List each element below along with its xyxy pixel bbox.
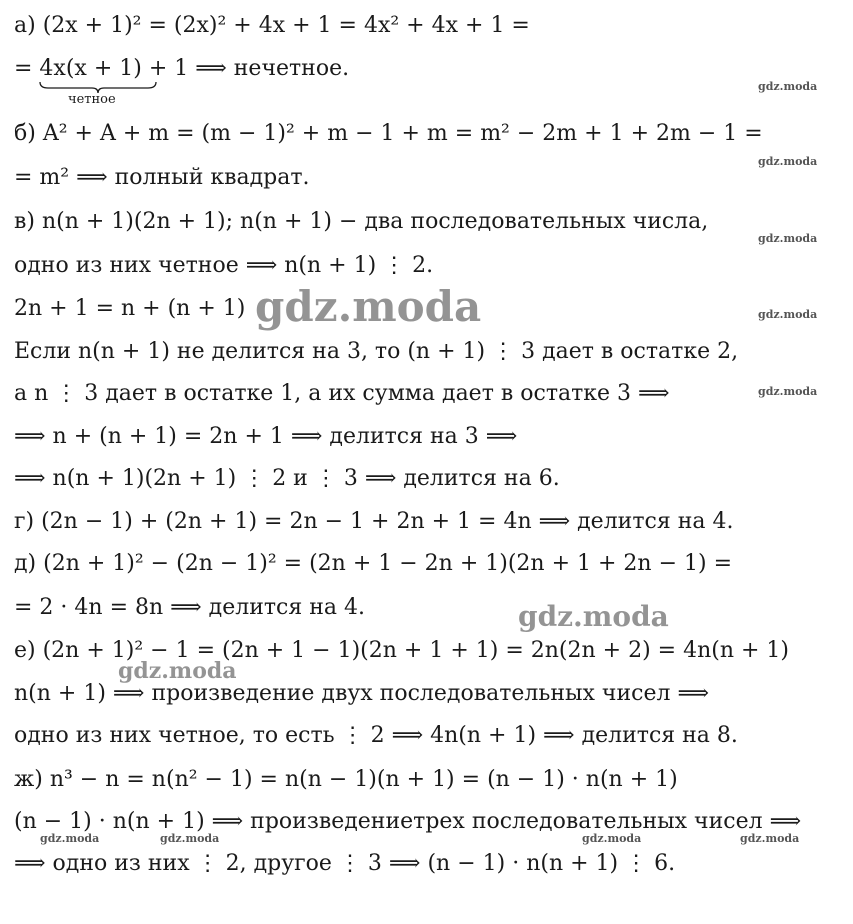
line-v3: 2n + 1 = n + (n + 1) xyxy=(14,296,246,321)
watermark: gdz.moda xyxy=(160,832,220,845)
watermark: gdz.moda xyxy=(758,308,818,321)
watermark-medium: gdz.moda xyxy=(118,658,237,684)
line-e1: е) (2n + 1)² − 1 = (2n + 1 − 1)(2n + 1 + 1) = 2n(2n + 2) = 4n(n + 1) xyxy=(14,638,790,663)
underbrace-label: четное xyxy=(68,92,116,107)
watermark: gdz.moda xyxy=(582,832,642,845)
line-g1: г) (2n − 1) + (2n + 1) = 2n − 1 + 2n + 1 = 4n ⟹ делится на 4. xyxy=(14,509,734,534)
line-zh3: ⟹ одно из них ⋮ 2, другое ⋮ 3 ⟹ (n − 1) · n(n + 1) ⋮ 6. xyxy=(14,851,676,876)
line-e2: n(n + 1) ⟹ произведение двух последовательных чисел ⟹ xyxy=(14,681,709,706)
line-v4: Если n(n + 1) не делится на 3, то (n + 1) ⋮ 3 дает в остатке 2, xyxy=(14,339,739,364)
watermark-medium: gdz.moda xyxy=(518,600,669,633)
line-zh2: (n − 1) · n(n + 1) ⟹ произведениетрех последовательных чисел ⟹ xyxy=(14,809,802,834)
line-v6: ⟹ n + (n + 1) = 2n + 1 ⟹ делится на 3 ⟹ xyxy=(14,424,518,449)
watermark: gdz.moda xyxy=(758,385,818,398)
line-v7: ⟹ n(n + 1)(2n + 1) ⋮ 2 и ⋮ 3 ⟹ делится на 6. xyxy=(14,466,560,491)
line-v2: одно из них четное ⟹ n(n + 1) ⋮ 2. xyxy=(14,253,434,278)
line-d1: д) (2n + 1)² − (2n − 1)² = (2n + 1 − 2n + 1)(2n + 1 + 2n − 1) = xyxy=(14,551,733,576)
line-d2: = 2 · 4n = 8n ⟹ делится на 4. xyxy=(14,595,366,620)
watermark: gdz.moda xyxy=(740,832,800,845)
line-b2: = m² ⟹ полный квадрат. xyxy=(14,165,310,190)
watermark: gdz.moda xyxy=(758,80,818,93)
line-b1: б) A² + A + m = (m − 1)² + m − 1 + m = m² − 2m + 1 + 2m − 1 = xyxy=(14,121,763,146)
watermark: gdz.moda xyxy=(40,832,100,845)
line-a1: а) (2x + 1)² = (2x)² + 4x + 1 = 4x² + 4x + 1 = xyxy=(14,13,530,38)
line-v5: а n ⋮ 3 дает в остатке 1, а их сумма дает в остатке 3 ⟹ xyxy=(14,381,670,406)
line-v1: в) n(n + 1)(2n + 1); n(n + 1) − два последовательных числа, xyxy=(14,209,709,234)
watermark-large: gdz.moda xyxy=(255,282,482,331)
line-a2: = 4x(x + 1) + 1 ⟹ нечетное. xyxy=(14,56,350,81)
watermark: gdz.moda xyxy=(758,155,818,168)
line-e3: одно из них четное, то есть ⋮ 2 ⟹ 4n(n + 1) ⟹ делится на 8. xyxy=(14,723,738,748)
line-zh1: ж) n³ − n = n(n² − 1) = n(n − 1)(n + 1) = (n − 1) · n(n + 1) xyxy=(14,767,678,792)
watermark: gdz.moda xyxy=(758,232,818,245)
